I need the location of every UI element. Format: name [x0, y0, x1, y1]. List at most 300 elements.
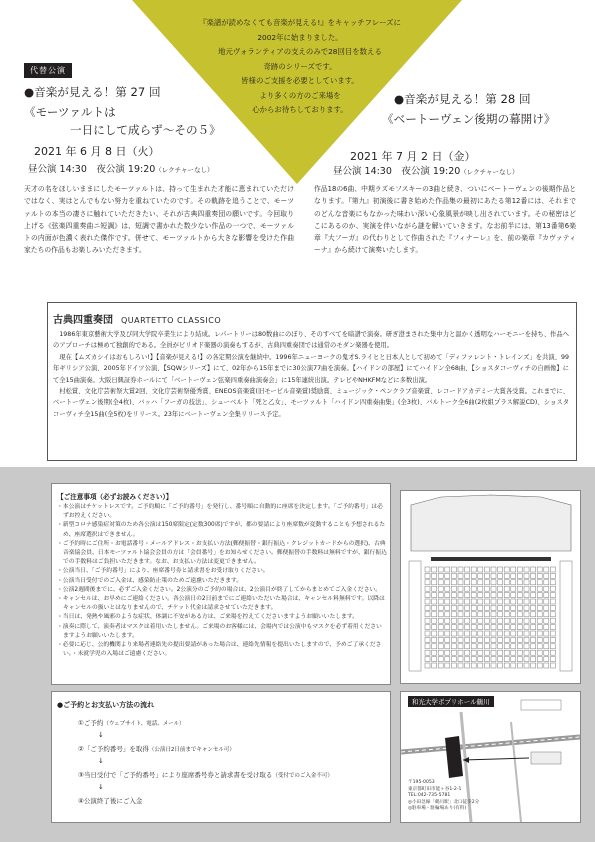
- seat: [478, 612, 483, 617]
- note-item: ・公演当日受付でのご入金は、感染防止策のためご遠慮いただきます。: [57, 577, 243, 584]
- seat: [491, 573, 496, 578]
- seat: [504, 580, 509, 585]
- seat: [478, 605, 483, 610]
- seat: [465, 631, 470, 636]
- seat: [544, 580, 549, 585]
- seat: [544, 612, 549, 617]
- seat: [524, 567, 529, 572]
- seat: [458, 599, 463, 604]
- seat: [524, 612, 529, 617]
- seat: [478, 567, 483, 572]
- seat: [491, 663, 496, 668]
- seat: [465, 618, 470, 623]
- arrow-down-icon: ↓: [98, 731, 104, 739]
- seat: [537, 618, 542, 623]
- seat: [451, 567, 456, 572]
- seat: [451, 605, 456, 610]
- seat: [425, 618, 430, 623]
- substitute-badge: 代替公演: [24, 63, 72, 78]
- seat: [544, 593, 549, 598]
- seat: [484, 618, 489, 623]
- seat: [471, 612, 476, 617]
- seat: [425, 593, 430, 598]
- seat: [445, 612, 450, 617]
- quartet-paragraph: 現在【ムズカシイはおもしろい!】【音楽が見える!】の各定期公演を継続中。1996年ニューヨークの鬼才S.ライヒと日本人として初めて「ディファレント・トレインズ」を共演、99年ギリシア公演、2005年ドイツ公演、【SQWシリーズ】にて、02年から15年までに30公演77曲を演奏。【ハイドンの部屋】にてハイドン全68曲、【ショスタコーヴィチの自画像】にて全15曲演奏。大阪日興証券ホールにて「ベートーヴェン弦楽四重奏曲演奏会」に15年連続出演。テレビやNHKFMなどに多数出演。: [53, 353, 569, 384]
- seat: [531, 625, 536, 630]
- seat: [511, 567, 516, 572]
- seat: [458, 625, 463, 630]
- seat: [451, 618, 456, 623]
- seat: [511, 593, 516, 598]
- seat: [498, 605, 503, 610]
- seat: [524, 593, 529, 598]
- seat: [498, 599, 503, 604]
- seat: [544, 567, 549, 572]
- seat: [517, 631, 522, 636]
- seat: [465, 580, 470, 585]
- seat: [484, 625, 489, 630]
- seat: [550, 593, 555, 598]
- seat: [451, 625, 456, 630]
- seat: [537, 663, 542, 668]
- seat: [438, 631, 443, 636]
- seat: [445, 631, 450, 636]
- seat: [524, 663, 529, 668]
- seat: [531, 580, 536, 585]
- seat: [550, 605, 555, 610]
- seat: [438, 605, 443, 610]
- seat: [511, 657, 516, 662]
- notes-heading: 【ご注意事項（必ずお読みください）】: [57, 493, 173, 501]
- seat: [432, 631, 437, 636]
- seat: [478, 599, 483, 604]
- seat: [484, 586, 489, 591]
- seat: [465, 605, 470, 610]
- seat: [517, 644, 522, 649]
- seat: [498, 644, 503, 649]
- seat: [471, 593, 476, 598]
- concert-28-series: ●音楽が見える！第 28 回: [394, 92, 531, 106]
- intro-line: 『楽譜が読めなくても音楽が見える!』をキャッチフレーズに: [199, 18, 401, 27]
- flow-step-1: ①ご予約（ウェブサイト、電話、メール）: [78, 719, 185, 727]
- seat: [491, 644, 496, 649]
- arrow-down-icon: ↓: [98, 783, 104, 791]
- seat: [478, 657, 483, 662]
- seat: [544, 586, 549, 591]
- seat: [544, 650, 549, 655]
- seat: [550, 580, 555, 585]
- seating-chart-diagram: [401, 491, 580, 683]
- seat: [425, 657, 430, 662]
- seat: [458, 580, 463, 585]
- seat: [498, 650, 503, 655]
- seating-chart: [400, 490, 581, 684]
- seat: [550, 567, 555, 572]
- seat: [438, 599, 443, 604]
- seat: [524, 586, 529, 591]
- seat: [524, 657, 529, 662]
- note-item: ・ご予約時にご住所・お電話番号・メールアドレス・お支払い方法(郵便振替・銀行振込・クレジットカードからの選択)、古典音楽協会員、日本モーツァルト協会会員の方は「会員番号」をお知らせください。郵便振替の手数料は無料ですが、銀行振込での手数料はご負担いただきます。なお、お支払い方法は変更できません。: [57, 540, 387, 566]
- seat: [498, 586, 503, 591]
- seat: [432, 605, 437, 610]
- seat: [425, 650, 430, 655]
- seat: [537, 586, 542, 591]
- seat: [484, 637, 489, 642]
- seat: [504, 663, 509, 668]
- seat: [465, 625, 470, 630]
- seat: [484, 657, 489, 662]
- seat: [471, 631, 476, 636]
- seat: [425, 580, 430, 585]
- seat: [524, 605, 529, 610]
- seat: [537, 567, 542, 572]
- flow-step-2: ②「ご予約番号」を取得（公演日2日前までキャンセル可）: [78, 745, 235, 753]
- seat: [511, 599, 516, 604]
- seat: [550, 625, 555, 630]
- seat: [478, 644, 483, 649]
- seat: [445, 657, 450, 662]
- seat: [517, 580, 522, 585]
- seat: [517, 586, 522, 591]
- intro-line: 奇跡のシリーズです。: [263, 61, 337, 71]
- seat: [498, 567, 503, 572]
- seat: [524, 618, 529, 623]
- note-item: ・公演2週間後までに、必ずご入金ください。2公演分のご予約の場合は、2公演目が終了してからまとめてご入金ください。: [57, 586, 382, 593]
- seat: [478, 663, 483, 668]
- seat: [432, 593, 437, 598]
- seat: [471, 586, 476, 591]
- seat: [498, 657, 503, 662]
- quartet-name: 古典四重奏団 QUARTETTO CLASSICO: [53, 315, 222, 326]
- seat: [498, 663, 503, 668]
- seat: [550, 586, 555, 591]
- seat: [491, 618, 496, 623]
- seat: [425, 567, 430, 572]
- seat: [511, 586, 516, 591]
- seat: [451, 637, 456, 642]
- seat: [531, 650, 536, 655]
- seat: [438, 650, 443, 655]
- seat: [504, 618, 509, 623]
- quartet-paragraph: 村松賞、文化庁芸術祭大賞2回、文化庁芸術祭優秀賞、ENEOS音楽賞(旧モービル音楽賞)奨励賞、ミュージック・ペンクラブ音楽賞、レコードアカデミー大賞各受賞。これまでに、ベートーヴェン後期(全4枚)、バッハ「フーガの技法」、シューベルト「死と乙女」、モーツァルト「ハイドン四重奏曲集」(全3枚)、バルトーク全6曲(2枚組プラス解説CD)、ショスタコーヴィチ全15曲(全5枚)をリリース。23年にベートーヴェン全集リリース予定。: [53, 388, 569, 418]
- seat: [445, 605, 450, 610]
- seat: [425, 625, 430, 630]
- seat: [504, 644, 509, 649]
- seat: [504, 625, 509, 630]
- concert-27-description: 天才の名をほしいままにしたモーツァルトは、持って生まれた才能に恵まれていただけではなく、実はとんでもない努力を重ねていたのです。その軌跡を追うことで、モーツァルトの本当の凄さに触れていただきたい、それが古典四重奏団の願いです。今回取り上げる《弦楽四重奏曲ニ短調》は、短調で書かれた数少ない作品の一つで、モーツァルトの内面が色濃く表れた傑作です。併せて、モーツァルトから大きな影響を受けた作曲家たちの作品もお楽しみいただきます。: [24, 185, 294, 255]
- note-item: ・キャンセルは、お早めにご連絡ください。各公演日の2日前までにご連絡いただいた場合は、キャンセル料無料です。以降はキャンセルの扱いとはなりませんので、チケット代金は請求させていただきます。: [57, 596, 385, 612]
- seat: [432, 573, 437, 578]
- seat: [458, 567, 463, 572]
- seat: [458, 573, 463, 578]
- seat: [438, 612, 443, 617]
- seat: [465, 637, 470, 642]
- seat: [465, 573, 470, 578]
- seat: [517, 650, 522, 655]
- seat: [550, 644, 555, 649]
- seat: [438, 625, 443, 630]
- seat: [425, 586, 430, 591]
- seat: [484, 567, 489, 572]
- seat: [531, 657, 536, 662]
- seat: [517, 618, 522, 623]
- seat: [445, 567, 450, 572]
- seat: [544, 618, 549, 623]
- seat: [537, 650, 542, 655]
- seat: [438, 586, 443, 591]
- seat: [445, 625, 450, 630]
- seat: [465, 644, 470, 649]
- seat: [484, 599, 489, 604]
- seat: [504, 586, 509, 591]
- seat: [451, 599, 456, 604]
- seat: [458, 593, 463, 598]
- seat: [537, 637, 542, 642]
- notes-list: [57, 503, 387, 659]
- seat: [544, 573, 549, 578]
- seat: [484, 580, 489, 585]
- seat: [425, 637, 430, 642]
- seat: [432, 663, 437, 668]
- concert-28-time: 昼公演 14:30 夜公演 19:20（レクチャーなし）: [333, 166, 519, 177]
- seat: [537, 599, 542, 604]
- note-item: ・本公演はチケットレスです。ご予約順に「ご予約番号」を発行し、番号順に自動的に座席を決定します。「ご予約番号」は必ずお控えください。: [57, 504, 383, 520]
- seat: [471, 618, 476, 623]
- venue-name: 和光大学ポプリホール鶴川: [408, 696, 494, 707]
- seat: [511, 637, 516, 642]
- seat: [438, 567, 443, 572]
- seat: [438, 663, 443, 668]
- seat: [471, 580, 476, 585]
- seat: [438, 644, 443, 649]
- note-item: ・公演当日、「ご予約番号」により、座席番号券と請求書をお受け取りください。: [57, 568, 269, 575]
- seat: [491, 605, 496, 610]
- seat: [432, 644, 437, 649]
- concert-28-description: 作品18の6曲、中期ラズモフスキーの3曲と続き、ついにベートーヴェンの後期作品となります。『第九』初演後に書き始めた作品集の最初にあたる第12番には、それまでのどんな音楽にもなかった味わい深い心象風景が映し出されています。その秘密はどこにあるのか、実演を伴いながら謎を解いていきます。なお前半には、第13番第6楽章『大フーガ』の代わりとして作曲された『フィナーレ』を、前の楽章『カヴァティーナ』から続けて演奏いたします。: [314, 185, 576, 255]
- seat: [465, 567, 470, 572]
- seat: [531, 637, 536, 642]
- seat: [524, 599, 529, 604]
- seat: [511, 612, 516, 617]
- seat: [425, 612, 430, 617]
- seat: [445, 644, 450, 649]
- seat: [544, 599, 549, 604]
- seat: [537, 644, 542, 649]
- intro-line: 心からお待ちしております。: [252, 105, 348, 114]
- seat: [517, 625, 522, 630]
- seat: [478, 618, 483, 623]
- seat: [550, 573, 555, 578]
- seat: [478, 625, 483, 630]
- seat: [425, 605, 430, 610]
- seat: [491, 637, 496, 642]
- seat: [465, 650, 470, 655]
- seat: [445, 593, 450, 598]
- intro-line: 2002年に始まりました。: [257, 32, 343, 42]
- seat: [432, 612, 437, 617]
- seat: [451, 657, 456, 662]
- seat: [432, 618, 437, 623]
- seat: [458, 637, 463, 642]
- seat: [511, 618, 516, 623]
- seat: [537, 657, 542, 662]
- seat: [432, 650, 437, 655]
- arrow-down-icon: ↓: [98, 757, 104, 765]
- seat: [544, 644, 549, 649]
- seat: [550, 631, 555, 636]
- seat: [471, 657, 476, 662]
- seat: [451, 573, 456, 578]
- seat: [517, 657, 522, 662]
- concert-28-date: 2021 年 7 月 2 日（金）: [350, 150, 476, 163]
- seat: [498, 637, 503, 642]
- seat: [451, 644, 456, 649]
- seat: [465, 612, 470, 617]
- seat: [445, 573, 450, 578]
- seat: [491, 650, 496, 655]
- seat: [445, 599, 450, 604]
- seat: [544, 631, 549, 636]
- seat: [471, 644, 476, 649]
- seat: [445, 650, 450, 655]
- seat: [511, 631, 516, 636]
- seat: [432, 637, 437, 642]
- seat: [550, 612, 555, 617]
- seat: [484, 644, 489, 649]
- seat: [451, 612, 456, 617]
- seat: [484, 573, 489, 578]
- seat: [531, 567, 536, 572]
- seat: [531, 644, 536, 649]
- seat: [517, 612, 522, 617]
- seat: [531, 593, 536, 598]
- seat: [425, 663, 430, 668]
- seat: [544, 625, 549, 630]
- seat: [445, 618, 450, 623]
- seat: [504, 637, 509, 642]
- intro-line: より多くの方のご来場を: [259, 90, 341, 100]
- seat: [438, 593, 443, 598]
- seat: [498, 573, 503, 578]
- seat: [465, 663, 470, 668]
- seat: [471, 599, 476, 604]
- seat: [471, 573, 476, 578]
- concert-28-subtitle: 《ベートーヴェン後期の幕開け》: [382, 112, 556, 126]
- flow-step-4: ④公演終了後にご入金: [78, 797, 143, 805]
- seat: [458, 644, 463, 649]
- seat: [531, 605, 536, 610]
- seat: [531, 663, 536, 668]
- seat: [498, 618, 503, 623]
- seat: [445, 580, 450, 585]
- seat: [517, 599, 522, 604]
- seat: [504, 650, 509, 655]
- note-item: ・当日は、発熱や風邪のような症状、体調に不安がある方は、ご来場を控えてくださいますようお願いいたします。: [57, 614, 358, 621]
- seat: [432, 625, 437, 630]
- seat: [438, 573, 443, 578]
- seat: [504, 612, 509, 617]
- seat: [471, 625, 476, 630]
- seat: [478, 586, 483, 591]
- seat: [537, 631, 542, 636]
- seat: [491, 593, 496, 598]
- seat: [484, 605, 489, 610]
- seat: [511, 625, 516, 630]
- seat: [458, 605, 463, 610]
- intro-line: 地元ヴォランティアの支えのみで28回目を数える: [218, 47, 382, 56]
- seat: [478, 631, 483, 636]
- seat: [517, 637, 522, 642]
- seat: [451, 586, 456, 591]
- seat: [498, 612, 503, 617]
- seat: [531, 586, 536, 591]
- seat: [478, 580, 483, 585]
- seat: [484, 650, 489, 655]
- flow-heading: ●ご予約とお支払い方法の流れ: [57, 701, 155, 709]
- seat: [504, 599, 509, 604]
- seat: [544, 663, 549, 668]
- seat: [465, 586, 470, 591]
- seat: [504, 573, 509, 578]
- quartet-paragraph: 1986年東京藝術大学及び同大学院卒業生により結成。レパートリーは80数曲にのぼり、そのすべてを暗譜で演奏。研ぎ澄まされた集中力と温かく透明なハーモニーを持ち、作品へのアプローチは極めて独創的である。全員がピリオド楽器の演奏もするが、古典四重奏団では通常のモダン楽器を使用。: [53, 331, 569, 350]
- note-item: ・新型コロナ感染症対策のため各公演は150席限定(定数300席)ですが、都の要請により座席数が変動することも予想されるため、座席選択はできません。: [57, 522, 386, 538]
- seat: [511, 663, 516, 668]
- seat: [537, 625, 542, 630]
- seat: [517, 605, 522, 610]
- seat: [451, 580, 456, 585]
- concert-27-time: 昼公演 14:30 夜公演 19:20（レクチャーなし）: [28, 164, 214, 175]
- seat: [537, 605, 542, 610]
- seat: [498, 593, 503, 598]
- seat: [517, 567, 522, 572]
- seat: [491, 586, 496, 591]
- seat: [531, 612, 536, 617]
- seat: [425, 644, 430, 649]
- seat: [432, 586, 437, 591]
- seat: [524, 644, 529, 649]
- seat: [511, 650, 516, 655]
- seat: [524, 573, 529, 578]
- seat: [478, 593, 483, 598]
- seat: [432, 599, 437, 604]
- seat: [504, 631, 509, 636]
- seat: [458, 612, 463, 617]
- seat: [438, 637, 443, 642]
- seat: [471, 663, 476, 668]
- seat: [491, 657, 496, 662]
- seat: [458, 650, 463, 655]
- seat: [425, 573, 430, 578]
- seat: [432, 580, 437, 585]
- seat: [531, 618, 536, 623]
- seat: [438, 580, 443, 585]
- seat: [445, 637, 450, 642]
- seat: [438, 657, 443, 662]
- seat: [544, 637, 549, 642]
- seat: [471, 605, 476, 610]
- seat: [451, 650, 456, 655]
- flow-step-3: ③当日受付で「ご予約番号」により座席番号券と請求書を受け取る（受付でのご入金不可）: [78, 771, 333, 779]
- seat: [458, 618, 463, 623]
- seat: [504, 567, 509, 572]
- seat: [491, 599, 496, 604]
- seat: [498, 580, 503, 585]
- seat: [504, 605, 509, 610]
- seat: [465, 657, 470, 662]
- seat: [484, 593, 489, 598]
- seat: [484, 631, 489, 636]
- seat: [517, 573, 522, 578]
